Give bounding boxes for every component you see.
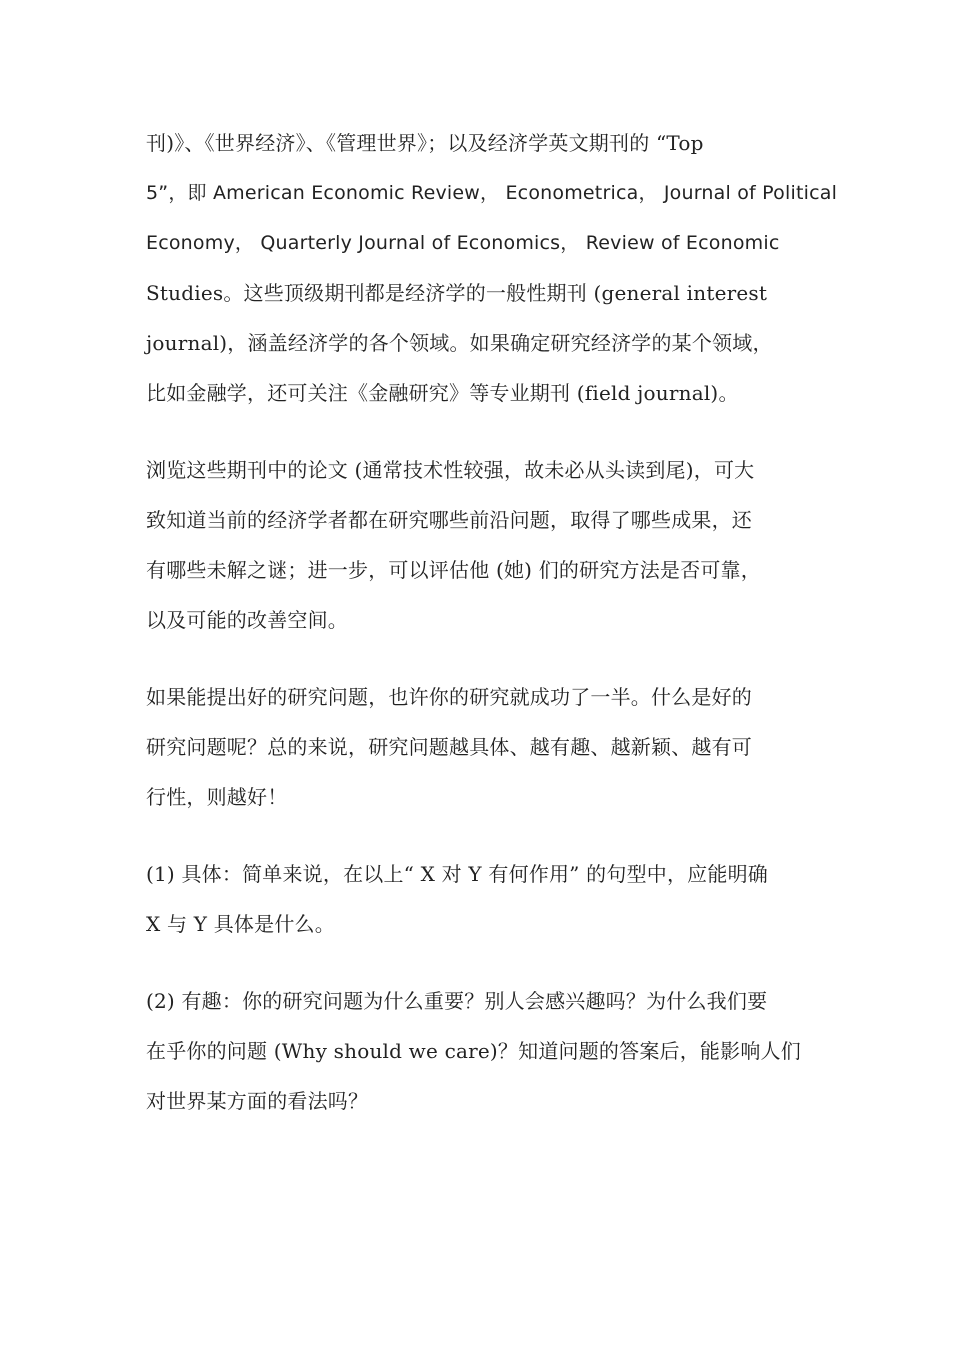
text-line: 对世界某方面的看法吗？ <box>146 1089 369 1113</box>
watermark-mark <box>658 0 701 16</box>
text-line: 浏览这些期刊中的论文 (通常技术性较强，故未必从头读到尾)，可大 <box>146 458 755 482</box>
text-line: (1) 具体：简单来说，在以上“ X 对 Y 有何作用” 的句型中，应能明确 <box>146 862 768 886</box>
paragraph-specific <box>146 849 818 949</box>
text-line: 致知道当前的经济学者都在研究哪些前沿问题，取得了哪些成果，还 <box>146 508 752 532</box>
paragraph-browse-papers <box>146 445 818 645</box>
text-line: Studies。这些顶级期刊都是经济学的一般性期刊 (general interest <box>146 281 768 305</box>
text-line: 5”，即 American Economic Review， Econometrica， Journal of Political <box>146 182 838 204</box>
text-line: Economy， Quarterly Journal of Economics， Review of Economic <box>146 232 780 254</box>
watermark-mark <box>753 0 796 16</box>
watermark-mark <box>373 0 416 16</box>
watermark-mark <box>278 0 321 16</box>
text-line: 行性，则越好！ <box>146 785 288 809</box>
text-line: journal)，涵盖经济学的各个领域。如果确定研究经济学的某个领域， <box>146 331 773 355</box>
text-line: 如果能提出好的研究问题，也许你的研究就成功了一半。什么是好的 <box>146 685 752 709</box>
watermark-mark <box>183 0 226 16</box>
text-line: (2) 有趣：你的研究问题为什么重要？别人会感兴趣吗？为什么我们要 <box>146 989 768 1013</box>
text-line: 刊)》、《世界经济》、《管理世界》；以及经济学英文期刊的 “Top <box>146 131 704 155</box>
text-line: 有哪些未解之谜；进一步，可以评估他 (她) 们的研究方法是否可靠， <box>146 558 761 582</box>
document-body <box>146 118 838 1153</box>
paragraph-top-journals <box>146 118 838 418</box>
paragraph-good-question <box>146 672 818 822</box>
text-line: 研究问题呢？总的来说，研究问题越具体、越有趣、越新颖、越有可 <box>146 735 752 759</box>
paragraph-interesting <box>146 976 818 1126</box>
watermark-mark <box>848 0 891 16</box>
text-line: 以及可能的改善空间。 <box>146 608 348 632</box>
watermark-strip <box>0 0 960 24</box>
watermark-mark <box>563 0 606 16</box>
text-line: 在乎你的问题 (Why should we care)？知道问题的答案后，能影响人们 <box>146 1039 801 1063</box>
watermark-mark <box>88 0 131 16</box>
text-line: 比如金融学，还可关注《金融研究》等专业期刊 (field journal)。 <box>146 381 739 405</box>
watermark-mark <box>468 0 511 16</box>
text-line: X 与 Y 具体是什么。 <box>146 912 335 936</box>
